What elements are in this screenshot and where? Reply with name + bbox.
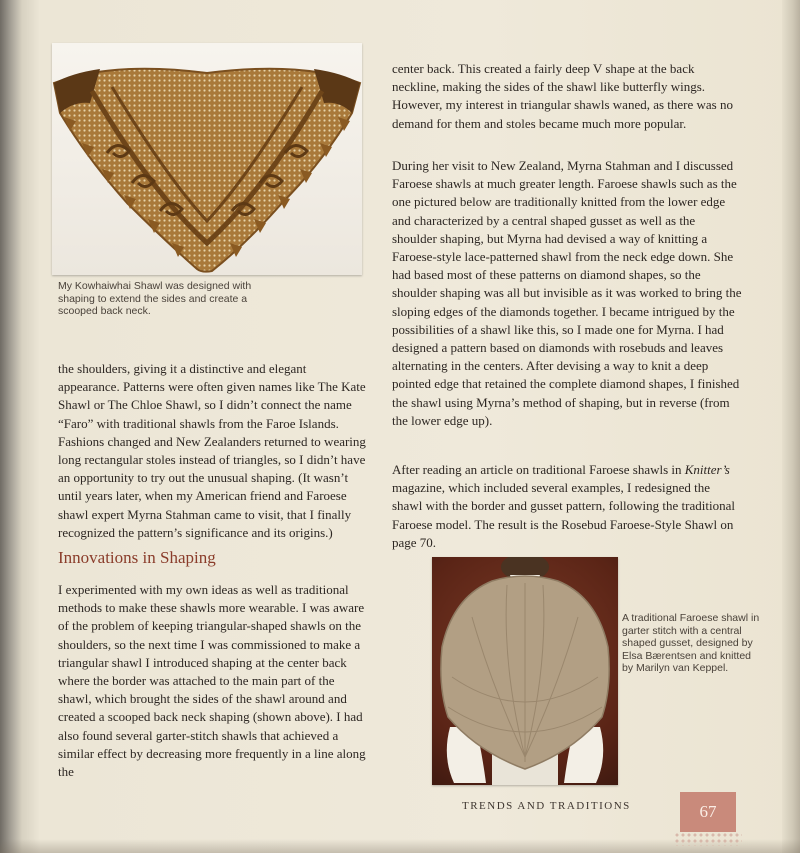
- left-paragraph-2: I experimented with my own ideas as well as traditional methods to make these shawls more wearable. I was aware of the problem of keeping triangular-shaped shawls on the shoulders, so the next time I was commissioned to make a triangular shawl I introduced shaping at the center back where the border was attached to the main part of the shawl, which brought the sides of the shawl around and created a scooped back neck shaping (shown above). I had also found several garter-stitch shawls that achieved a similar effect by decreasing more frequently in a line along the: [58, 582, 366, 780]
- right-paragraph-1: center back. This created a fairly deep V shape at the back neckline, making the sides of the shawl like butterfly wings. However, my interest in triangular shawls waned, as there was no demand for them and stoles became much more popular.: [392, 61, 733, 131]
- page-edge-right: [782, 0, 800, 853]
- dot-ornament: [674, 832, 742, 846]
- faroese-caption: A traditional Faroese shawl in garter stitch with a central shaped gusset, designed by Elsa Bærentsen and knitted by Marilyn van Keppel.: [622, 612, 760, 674]
- left-paragraph-1: the shoulders, giving it a distinctive and elegant appearance. Patterns were often given names like The Kate Shawl or The Chloe Shawl, so I didn’t connect the name “Faro” with traditional shawls from the Faroe Islands. Fashions changed and New Zealanders returned to wearing long rectangular stoles instead of triangles, so I didn’t have an opportunity to try out the unusual shaping. (It wasn’t until years later, when my American friend and Faroese shawl expert Myrna Stahman came to visit, that I finally recognized the pattern’s significance and its origins.): [58, 361, 366, 540]
- kowhaiwhai-shawl-photo: [52, 43, 362, 275]
- right-paragraph-2: During her visit to New Zealand, Myrna Stahman and I discussed Faroese shawls at much greater length. Faroese shawls such as the one pictured below are traditionally knitted from the lower edge and characterized by a central shaped gusset as well as the shoulder shaping, but Myrna had devised a way of knitting a Faroese-style lace-patterned shawl from the neck edge down. She had based most of these patterns on diamond shapes, so the shoulder shaping was all but invisible as it was worked to bring the sloping edges of the diamonds together. I became intrigued by the possibilities of a shawl like this, so I made one for Myrna. I had designed a pattern based on diamonds with rosebuds and leaves alternating in the centers. After devising a way to knit a deep pointed edge that retained the complete diamond shapes, I finished the shawl using Myrna’s method of shaping, but in reverse (from the lower edge up).: [392, 158, 742, 428]
- faroese-shawl-illustration: [432, 557, 618, 785]
- page-number-badge: [680, 792, 736, 832]
- magazine-title: Knitter’s: [684, 462, 730, 477]
- page-number: 67: [699, 802, 717, 821]
- right-paragraph-3: [392, 461, 742, 552]
- kowhaiwhai-shawl-illustration: [52, 43, 362, 275]
- section-heading: Innovations in Shaping: [58, 548, 216, 567]
- faroese-shawl-photo: [432, 557, 618, 785]
- right-paragraph-3-end: magazine, which included several examples, I redesigned the shawl with the border and gusset pattern, following the traditional Faroese model. The result is the Rosebud Faroese-Style Shawl on page 70.: [392, 480, 735, 550]
- right-paragraph-3-start: After reading an article on traditional Faroese shawls in: [392, 462, 685, 477]
- kowhaiwhai-caption: My Kowhaiwhai Shawl was designed with shaping to extend the sides and create a scooped back neck.: [58, 280, 252, 317]
- running-title: TRENDS AND TRADITIONS: [462, 800, 631, 812]
